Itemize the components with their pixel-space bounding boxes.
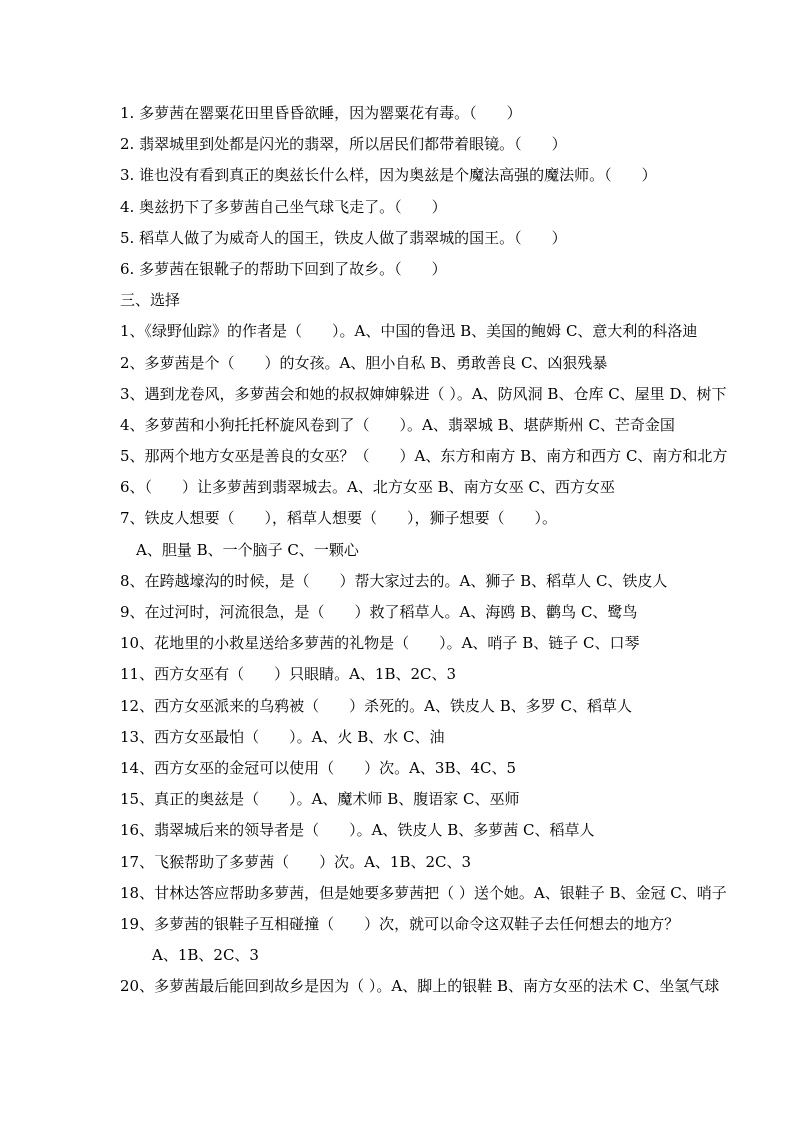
section-title: 三、选择 [120, 291, 181, 310]
choice-item: 9、在过河时，河流很急，是（ ）救了稻草人。A、海鸥 B、鹳鸟 C、鹭鸟 [120, 603, 638, 621]
judgement-item: 1. 多萝茜在罂粟花田里昏昏欲睡，因为罂粟花有毒。（ ） [120, 104, 522, 122]
choice-item: 20、多萝茜最后能回到故乡是因为（ ）。A、脚上的银鞋 B、南方女巫的法术 C、坐氢气球 [120, 977, 720, 996]
choice-item: 12、西方女巫派来的乌鸦被（ ）杀死的。A、铁皮人 B、多罗 C、稻草人 [120, 696, 632, 715]
choice-item: 6、（ ）让多萝茜到翡翠城去。A、北方女巫 B、南方女巫 C、西方女巫 [120, 478, 615, 497]
choice-item: 13、西方女巫最怕（ ）。A、火 B、水 C、油 [120, 727, 445, 746]
choice-item: 10、花地里的小救星送给多萝茜的礼物是（ ）。A、哨子 B、链子 C、口琴 [120, 634, 640, 653]
choice-item: 15、真正的奥兹是（ ）。A、魔术师 B、腹语家 C、巫师 [120, 790, 520, 809]
choice-item: 2、多萝茜是个（ ）的女孩。A、胆小自私 B、勇敢善良 C、凶狠残暴 [120, 353, 608, 372]
judgement-item: 6. 多萝茜在银靴子的帮助下回到了故乡。（ ） [120, 259, 447, 278]
choice-item: 5、那两个地方女巫是善良的女巫？（ ）A、东方和南方 B、南方和西方 C、南方和北方 [120, 447, 728, 466]
choice-item: 19、多萝茜的银鞋子互相碰撞（ ）次，就可以命令这双鞋子去任何想去的地方？ [120, 914, 680, 933]
choice-options: A、1B、2C、3 [152, 946, 259, 965]
judgement-item: 2. 翡翠城里到处都是闪光的翡翠，所以居民们都带着眼镜。（ ） [120, 135, 567, 154]
choice-item: 8、在跨越壕沟的时候，是（ ）帮大家过去的。A、狮子 B、稻草人 C、铁皮人 [120, 571, 668, 590]
judgement-item: 5. 稻草人做了为威奇人的国王，铁皮人做了翡翠城的国王。（ ） [120, 228, 567, 247]
choice-item: 7、铁皮人想要（ ），稻草人想要（ ），狮子想要（ ）。 [120, 509, 558, 528]
choice-item: 16、翡翠城后来的领导者是（ ）。A、铁皮人 B、多萝茜 C、稻草人 [120, 821, 595, 840]
choice-item: 4、多萝茜和小狗托托杯旋风卷到了（ ）。A、翡翠城 B、堪萨斯州 C、芒奇金国 [120, 415, 675, 434]
choice-item: 18、甘林达答应帮助多萝茜，但是她要多萝茜把（ ）送个她。A、银鞋子 B、金冠 C、哨子 [120, 883, 727, 902]
choice-item: 11、西方女巫有（ ）只眼睛。A、1B、2C、3 [120, 665, 457, 684]
choice-item: 14、西方女巫的金冠可以使用（ ）次。A、3B、4C、5 [120, 758, 517, 777]
choice-item: 17、飞猴帮助了多萝茜（ ）次。A、1B、2C、3 [120, 852, 472, 871]
judgement-item: 3. 谁也没有看到真正的奥兹长什么样，因为奥兹是个魔法高强的魔法师。（ ） [120, 166, 657, 185]
judgement-item: 4. 奥兹扔下了多萝茜自己坐气球飞走了。（ ） [120, 197, 447, 216]
document-content [120, 98, 780, 1002]
choice-item: 1、《绿野仙踪》的作者是（ ）。A、中国的鲁迅 B、美国的鲍姆 C、意大利的科洛迪 [120, 322, 698, 341]
choice-item: 3、遇到龙卷风，多萝茜会和她的叔叔婶婶躲进（ ）。A、防风洞 B、仓库 C、屋里 D、树下 [120, 384, 727, 403]
choice-options: A、胆量 B、一个脑子 C、一颗心 [136, 540, 359, 559]
